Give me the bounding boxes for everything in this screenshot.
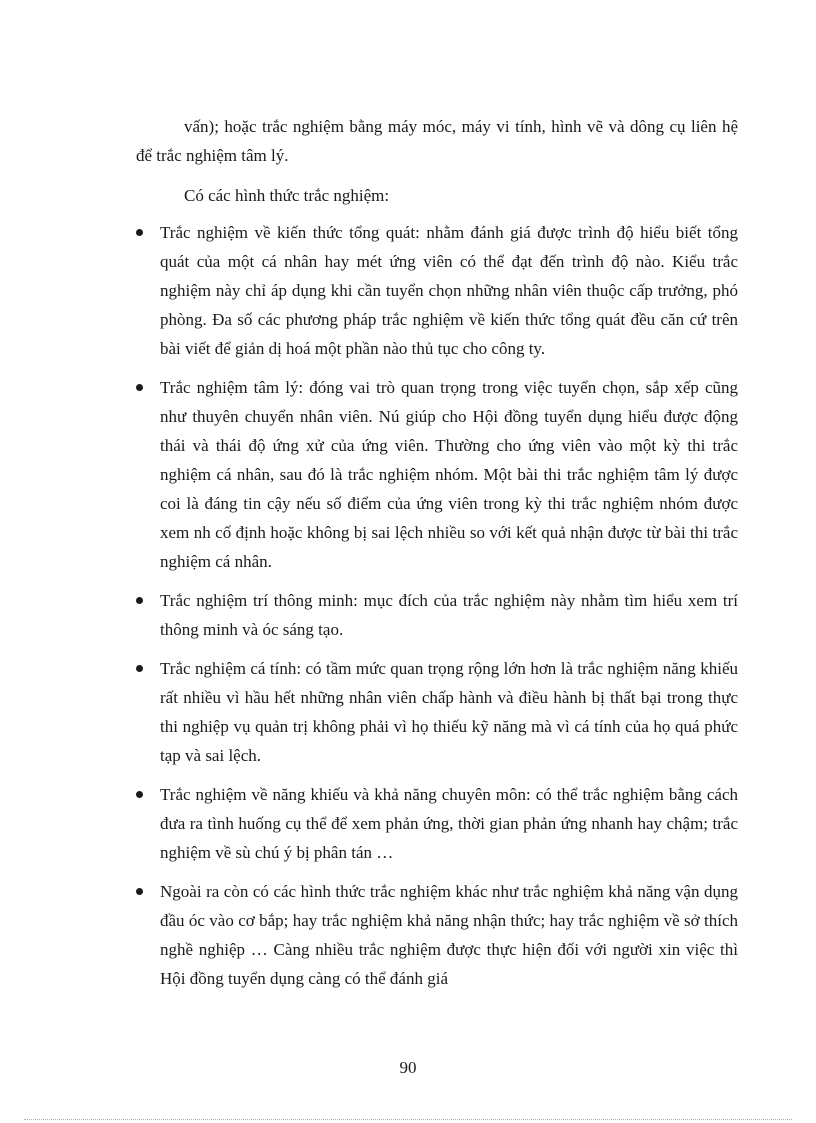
- footer-divider: [24, 1119, 792, 1120]
- bullet-icon: [136, 229, 143, 236]
- list-item: [136, 218, 738, 363]
- bullet-icon: [136, 597, 143, 604]
- bullet-icon: [136, 888, 143, 895]
- list-item-text: Trắc nghiệm trí thông minh: mục đích của trắc nghiệm này nhằm tìm hiểu xem trí thông minh và óc sáng tạo.: [160, 591, 738, 639]
- list-item: [136, 586, 738, 644]
- intro-paragraph: Có các hình thức trắc nghiệm:: [184, 186, 390, 205]
- list-item-text: Ngoài ra còn có các hình thức trắc nghiệm khác như trắc nghiệm khả năng vận dụng đầu óc vào cơ bắp; hay trắc nghiệm khả năng nhận thức; hay trắc nghiệm về sở thích nghề nghiệp … Càng nhiều trắc nghiệm được thực hiện đối với người xin việc thì Hội đồng tuyển dụng càng có thể đánh giá: [160, 882, 738, 988]
- body-text: [136, 112, 738, 1003]
- page-number: 90: [399, 1058, 417, 1077]
- list-item: [136, 877, 738, 993]
- list-item-text: Trắc nghiệm về năng khiếu và khả năng chuyên môn: có thể trắc nghiệm bằng cách đưa ra tình huống cụ thể để xem phản ứng, thời gian phản ứng nhanh hay chậm; trắc nghiệm về sù chú ý bị phân tán …: [160, 785, 738, 862]
- list-item-text: Trắc nghiệm về kiến thức tổng quát: nhằm đánh giá được trình độ hiểu biết tổng quát của một cá nhân hay mét ứng viên có thể đạt đến trình độ nào. Kiểu trắc nghiệm này chỉ áp dụng khi cần tuyển chọn những nhân viên thuộc cấp trưởng, phó phòng. Đa số các phương pháp trắc nghiệm về kiến thức tổng quát đều căn cứ trên bài viết để giản dị hoá một phần nào thủ tục cho công ty.: [160, 223, 738, 358]
- bullet-icon: [136, 384, 143, 391]
- list-item: [136, 780, 738, 867]
- continuation-paragraph: vấn); hoặc trắc nghiệm bằng máy móc, máy vi tính, hình vẽ và dông cụ liên hệ để trắc nghiệm tâm lý.: [136, 117, 738, 165]
- list-item: [136, 654, 738, 770]
- list-item-text: Trắc nghiệm tâm lý: đóng vai trò quan trọng trong việc tuyển chọn, sắp xếp cũng như thuyên chuyển nhân viên. Nú giúp cho Hội đồng tuyển dụng hiểu được động thái và thái độ ứng xử của ứng viên. Thường cho ứng viên vào một kỳ thi trắc nghiệm cá nhân, sau đó là trắc nghiệm nhóm. Một bài thi trắc nghiệm tâm lý được coi là đáng tin cậy nếu số điểm của ứng viên trong kỳ thi trắc nghiệm nhóm được xem nh cố định hoặc không bị sai lệch nhiều so với kết quả nhận được từ bài thi trắc nghiệm cá nhân.: [160, 378, 738, 571]
- bullet-icon: [136, 791, 143, 798]
- list-item: [136, 373, 738, 576]
- list-item-text: Trắc nghiệm cá tính: có tầm mức quan trọng rộng lớn hơn là trắc nghiệm năng khiếu rất nhiều vì hầu hết những nhân viên chấp hành và điều hành bị thất bại trong thực thi nghiệp vụ quản trị không phải vì họ thiếu kỹ năng mà vì cá tính của họ quá phức tạp và sai lệch.: [160, 659, 738, 765]
- bullet-icon: [136, 665, 143, 672]
- test-types-list: [136, 218, 738, 993]
